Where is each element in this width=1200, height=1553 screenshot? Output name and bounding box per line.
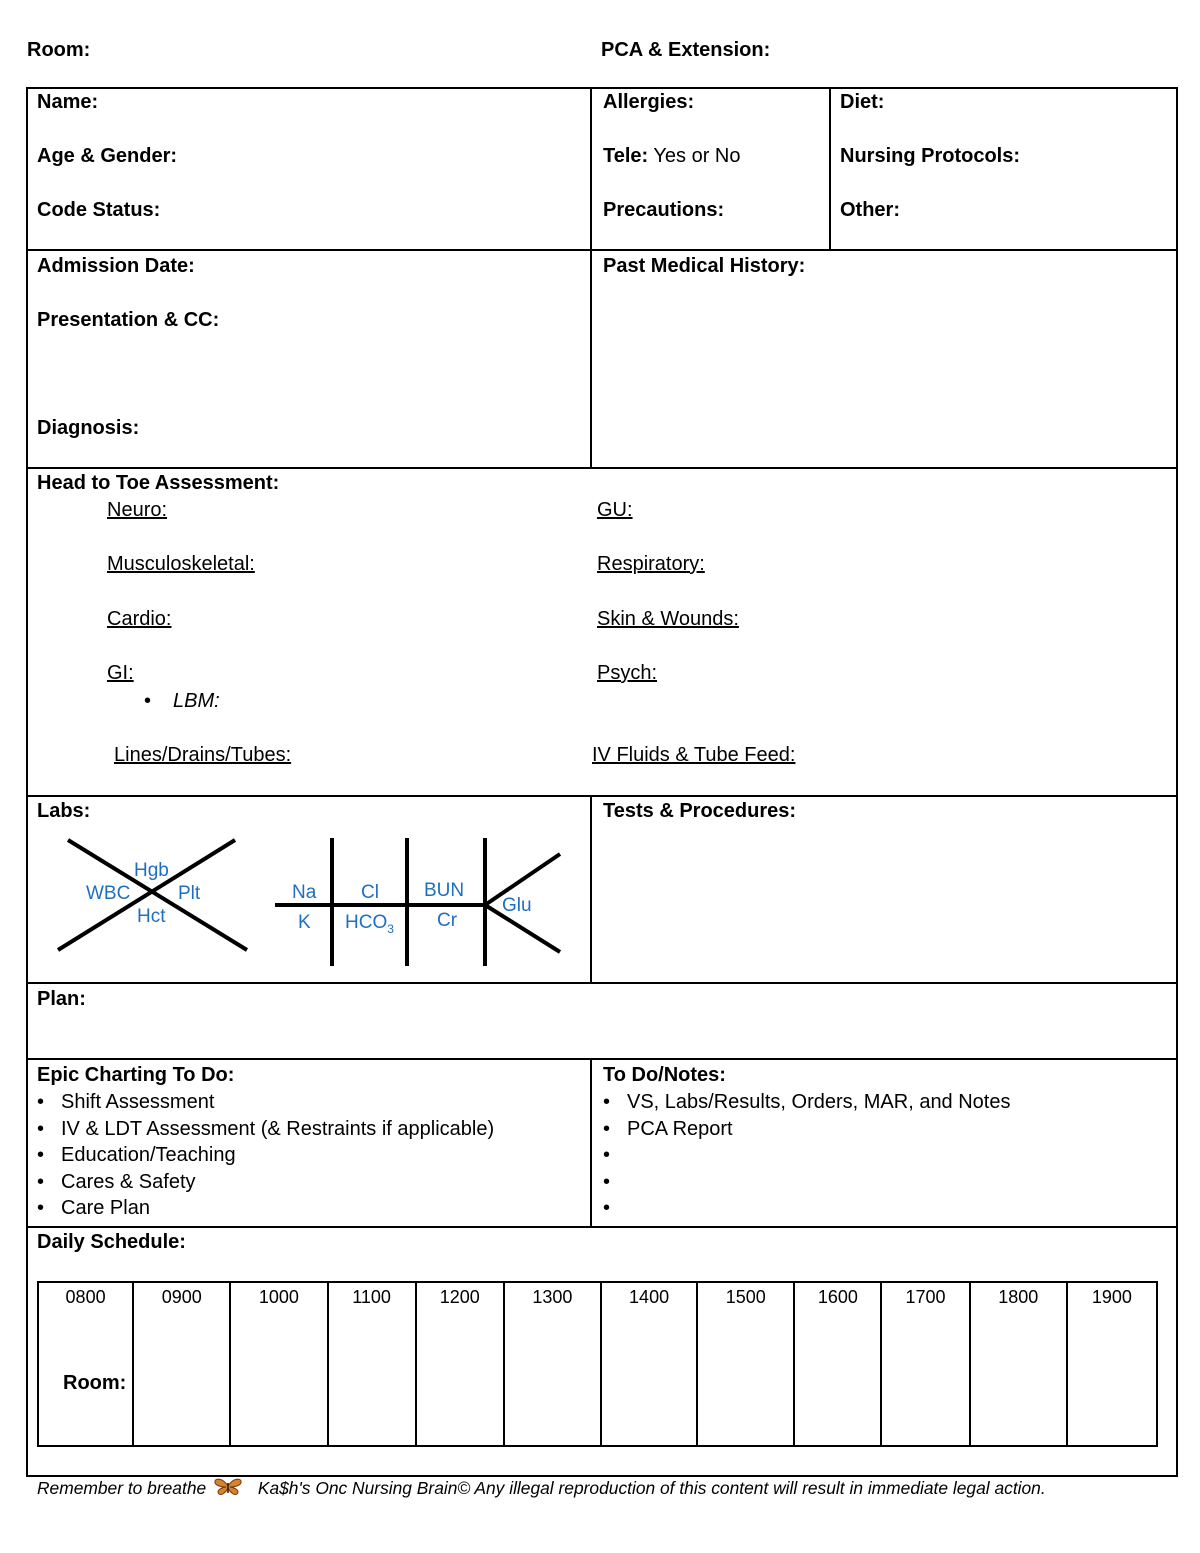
epic-charting-list: [27, 1089, 494, 1222]
cardio-label: Cardio:: [107, 608, 172, 630]
labs-title: Labs:: [37, 800, 91, 822]
divider: [26, 249, 1176, 251]
tele-label: Tele:: [603, 145, 649, 167]
hct-label: Hct: [137, 906, 166, 927]
allergies-label: Allergies:: [603, 91, 695, 113]
gi-label: GI:: [107, 662, 134, 684]
hour-label: 1600: [817, 1287, 858, 1307]
divider: [26, 982, 1176, 984]
copyright-text: Ka$h's Onc Nursing Brain© Any illegal reproduction of this content will result in immediate legal action.: [257, 1478, 1046, 1498]
room-label: Room:: [27, 39, 91, 61]
table-row: [38, 1282, 1157, 1446]
hour-label: 1000: [258, 1287, 299, 1307]
schedule-cell: [416, 1282, 504, 1446]
schedule-cell: [504, 1282, 601, 1446]
divider: [26, 467, 1176, 469]
schedule-cell: [1067, 1282, 1157, 1446]
todo-notes-list: [593, 1089, 1011, 1222]
schedule-cell: [230, 1282, 327, 1446]
respiratory-label: Respiratory:: [597, 553, 705, 575]
bullet-icon: •: [144, 690, 152, 712]
schedule-table: [37, 1281, 1158, 1447]
plan-title: Plan:: [37, 988, 86, 1010]
presentation-label: Presentation & CC:: [37, 309, 220, 331]
list-item: • Shift Assessment: [27, 1089, 494, 1116]
past-medical-history-label: Past Medical History:: [603, 255, 806, 277]
other-label: Other:: [840, 199, 900, 221]
todo-notes-title: To Do/Notes:: [603, 1064, 726, 1086]
hco3-subscript: 3: [387, 922, 394, 936]
schedule-cell: [794, 1282, 881, 1446]
hgb-label: Hgb: [134, 860, 169, 881]
precautions-label: Precautions:: [603, 199, 725, 221]
footer: [37, 1477, 1046, 1499]
list-item: [593, 1142, 1011, 1169]
butterfly-icon: [213, 1477, 243, 1497]
code-status-label: Code Status:: [37, 199, 161, 221]
diet-label: Diet:: [840, 91, 885, 113]
nursing-protocols-label: Nursing Protocols:: [840, 145, 1021, 167]
iv-fluids-label: IV Fluids & Tube Feed:: [592, 744, 796, 766]
schedule-cell: [601, 1282, 697, 1446]
list-item: • IV & LDT Assessment (& Restraints if applicable): [27, 1116, 494, 1143]
lbm-label: LBM:: [173, 690, 220, 712]
bun-label: BUN: [424, 880, 465, 901]
divider: [26, 1058, 1176, 1060]
gu-label: GU:: [597, 499, 633, 521]
schedule-cell: [133, 1282, 230, 1446]
hour-label: 0800: [65, 1287, 106, 1307]
hco3-text: HCO: [345, 912, 388, 933]
breathe-text: Remember to breathe: [37, 1478, 207, 1498]
lbm-item: [144, 690, 220, 713]
diagnosis-label: Diagnosis:: [37, 417, 140, 439]
musculoskeletal-label: Musculoskeletal:: [107, 553, 255, 575]
daily-schedule-title: Daily Schedule:: [37, 1231, 186, 1253]
hour-label: 1200: [439, 1287, 480, 1307]
epic-charting-title: Epic Charting To Do:: [37, 1064, 235, 1086]
schedule-cell: [328, 1282, 416, 1446]
schedule-room-label: Room:: [63, 1372, 127, 1394]
hour-label: 1500: [725, 1287, 766, 1307]
hour-label: 1400: [629, 1287, 670, 1307]
psych-label: Psych:: [597, 662, 658, 684]
divider: [590, 795, 592, 984]
cr-label: Cr: [437, 910, 458, 931]
lines-drains-tubes-label: Lines/Drains/Tubes:: [114, 744, 292, 766]
schedule-cell-0800: [38, 1282, 133, 1446]
tests-procedures-title: Tests & Procedures:: [603, 800, 797, 822]
list-item: [593, 1169, 1011, 1196]
hour-label: 1300: [532, 1287, 573, 1307]
neuro-label: Neuro:: [107, 499, 168, 521]
schedule-cell: [697, 1282, 794, 1446]
skin-wounds-label: Skin & Wounds:: [597, 608, 739, 630]
list-item: [593, 1195, 1011, 1222]
k-label: K: [298, 912, 311, 933]
cbc-diagonal-line: [58, 840, 235, 950]
lab-fishbone-diagrams: [40, 830, 580, 980]
form-frame: [26, 87, 1178, 1477]
schedule-cell: [970, 1282, 1067, 1446]
cl-label: Cl: [361, 882, 379, 903]
divider: [829, 87, 831, 251]
plt-label: Plt: [178, 883, 201, 904]
na-label: Na: [292, 882, 317, 903]
hour-label: 1800: [998, 1287, 1039, 1307]
list-item: • Education/Teaching: [27, 1142, 494, 1169]
divider: [26, 795, 1176, 797]
divider: [590, 87, 592, 469]
list-item: • VS, Labs/Results, Orders, MAR, and Notes: [593, 1089, 1011, 1116]
divider: [590, 1058, 592, 1228]
wbc-label: WBC: [86, 883, 131, 904]
assessment-title: Head to Toe Assessment:: [37, 472, 280, 494]
list-item: • Care Plan: [27, 1195, 494, 1222]
hour-label: 1100: [352, 1287, 391, 1307]
list-item: • Cares & Safety: [27, 1169, 494, 1196]
glu-label: Glu: [502, 895, 532, 916]
schedule-cell: [881, 1282, 969, 1446]
admission-date-label: Admission Date:: [37, 255, 195, 277]
hco3-label: [345, 912, 394, 936]
tele-field: [603, 145, 741, 168]
list-item: • PCA Report: [593, 1116, 1011, 1143]
pca-extension-label: PCA & Extension:: [601, 39, 771, 61]
name-label: Name:: [37, 91, 99, 113]
tele-value: Yes or No: [653, 145, 741, 167]
hour-label: 0900: [161, 1287, 202, 1307]
age-gender-label: Age & Gender:: [37, 145, 178, 167]
hour-label: 1900: [1091, 1287, 1132, 1307]
hour-label: 1700: [905, 1287, 946, 1307]
divider: [26, 1226, 1176, 1228]
